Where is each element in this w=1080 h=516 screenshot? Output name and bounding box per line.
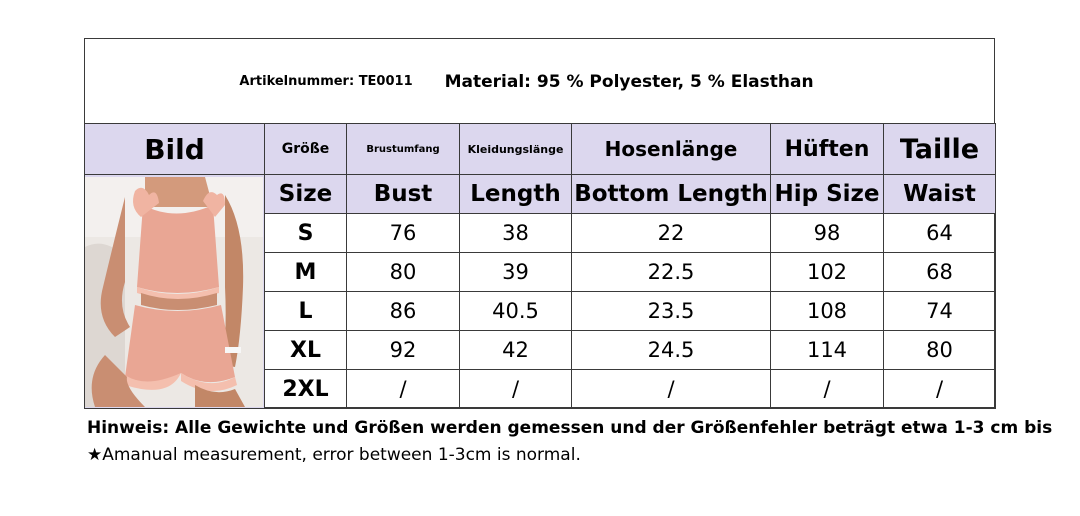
row-size: XL: [265, 331, 347, 370]
row-hip-size: /: [771, 370, 884, 409]
row-length: 40.5: [460, 292, 572, 331]
header-length: Length: [460, 175, 572, 214]
header-bottom-length: Bottom Length: [572, 175, 771, 214]
header-bust: Bust: [347, 175, 460, 214]
row-waist: 64: [884, 214, 996, 253]
header-brustumfang: Brustumfang: [347, 124, 460, 175]
material-info: Material: 95 % Polyester, 5 % Elasthan: [444, 71, 814, 92]
row-waist: /: [884, 370, 996, 409]
product-photo-image: [85, 177, 263, 407]
row-hip-size: 114: [771, 331, 884, 370]
row-length: 38: [460, 214, 572, 253]
header-hosenlaenge: Hosenlänge: [572, 124, 771, 175]
row-size: L: [265, 292, 347, 331]
row-bottom-length: 23.5: [572, 292, 771, 331]
row-waist: 68: [884, 253, 996, 292]
row-length: /: [460, 370, 572, 409]
header-taille: Taille: [884, 124, 996, 175]
header-hueften: Hüften: [771, 124, 884, 175]
header-hip-size: Hip Size: [771, 175, 884, 214]
article-number: Artikelnummer: TE0011: [239, 74, 413, 89]
row-bust: 80: [347, 253, 460, 292]
row-bottom-length: /: [572, 370, 771, 409]
row-hip-size: 98: [771, 214, 884, 253]
header-size: Size: [265, 175, 347, 214]
row-length: 42: [460, 331, 572, 370]
product-photo: [85, 175, 265, 409]
header-bild: Bild: [85, 124, 265, 175]
row-size: S: [265, 214, 347, 253]
row-bust: 86: [347, 292, 460, 331]
row-hip-size: 108: [771, 292, 884, 331]
size-table: [84, 123, 996, 409]
row-bottom-length: 22.5: [572, 253, 771, 292]
row-size: M: [265, 253, 347, 292]
row-hip-size: 102: [771, 253, 884, 292]
header-row-de: [85, 124, 996, 175]
note-german: Hinweis: Alle Gewichte und Größen werden gemessen und der Größenfehler beträgt etwa 1-3 cm bis: [87, 418, 1053, 438]
row-bust: /: [347, 370, 460, 409]
row-waist: 74: [884, 292, 996, 331]
header-kleidungslaenge: Kleidungslänge: [460, 124, 572, 175]
header-row-en: [85, 175, 996, 214]
row-bust: 92: [347, 331, 460, 370]
row-bust: 76: [347, 214, 460, 253]
row-size: 2XL: [265, 370, 347, 409]
chart-header: [85, 39, 994, 124]
header-groesse: Größe: [265, 124, 347, 175]
row-length: 39: [460, 253, 572, 292]
row-bottom-length: 24.5: [572, 331, 771, 370]
note-english: ★Amanual measurement, error between 1-3cm is normal.: [87, 445, 581, 465]
size-chart: [84, 38, 995, 408]
row-bottom-length: 22: [572, 214, 771, 253]
row-waist: 80: [884, 331, 996, 370]
header-waist: Waist: [884, 175, 996, 214]
